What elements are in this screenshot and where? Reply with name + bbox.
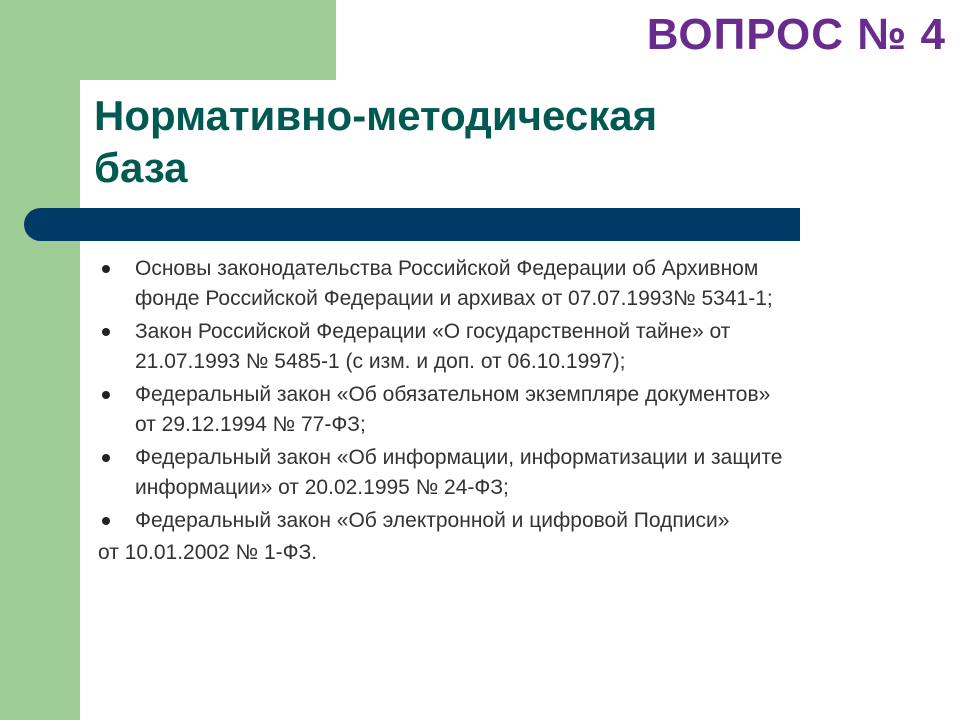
slide-title-line2: база — [94, 144, 188, 191]
list-item-line2: информации» от 20.02.1995 № 24-ФЗ; — [135, 476, 509, 499]
list-item — [98, 317, 898, 377]
bullet-icon — [102, 328, 110, 336]
decor-green-left — [0, 0, 80, 720]
question-label: ВОПРОС № 4 — [646, 10, 946, 59]
list-item-line1: Основы законодательства Российской Федерации об Архивном — [135, 257, 759, 280]
bullet-icon — [102, 391, 110, 399]
list-item — [98, 254, 898, 314]
list-item — [98, 506, 898, 536]
list-item-line1: Федеральный закон «Об информации, информатизации и защите — [135, 446, 783, 469]
list-item-line2: 21.07.1993 № 5485-1 (с изм. и доп. от 06.10.1997); — [135, 350, 626, 373]
bullet-icon — [102, 517, 110, 525]
slide-title-line1: Нормативно-методическая — [94, 92, 658, 139]
list-item-line2: фонде Российской Федерации и архивах от 07.07.1993№ 5341-1; — [135, 287, 773, 310]
list-item-line1: Закон Российской Федерации «О государственной тайне» от — [135, 320, 731, 343]
bullet-list — [98, 254, 898, 539]
divider-bar — [24, 208, 800, 241]
list-item-line1: Федеральный закон «Об электронной и цифровой Подписи» — [135, 509, 730, 532]
list-item — [98, 380, 898, 440]
bullet-icon — [102, 265, 110, 273]
list-item — [98, 443, 898, 503]
slide-title — [94, 90, 794, 194]
bullet-icon — [102, 454, 110, 462]
list-item-line2: от 29.12.1994 № 77-ФЗ; — [135, 413, 366, 436]
tail-text: от 10.01.2002 № 1-ФЗ. — [98, 541, 318, 564]
decor-green-top — [80, 0, 336, 80]
list-item-line1: Федеральный закон «Об обязательном экземпляре документов» — [135, 383, 771, 406]
